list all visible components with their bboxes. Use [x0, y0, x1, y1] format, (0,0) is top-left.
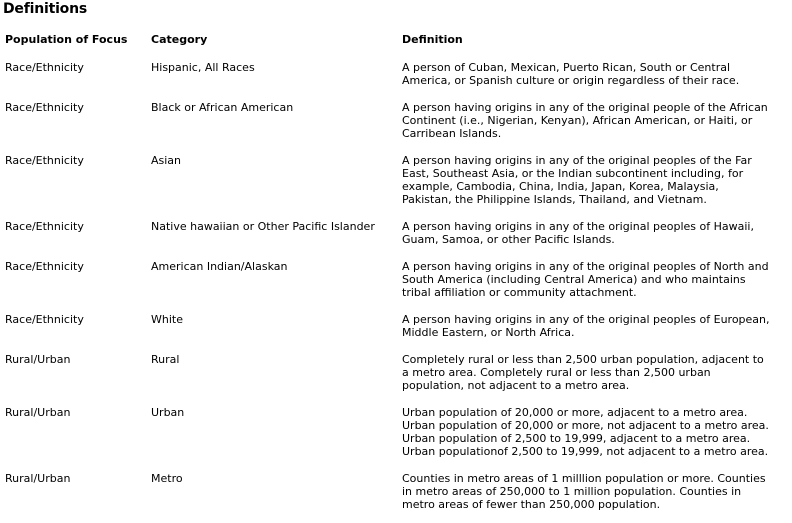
category-cell: Metro [151, 472, 183, 485]
definition-line: A person having origins in any of the original peoples of North and [402, 260, 769, 273]
definition-line: America, or Spanish culture or origin regardless of their race. [402, 74, 740, 87]
header-category: Category [151, 33, 208, 46]
population-cell: Rural/Urban [5, 406, 71, 419]
header-definition: Definition [402, 33, 463, 46]
definition-line: Urban populationof 2,500 to 19,999, not adjacent to a metro area. [402, 445, 769, 458]
population-cell: Race/Ethnicity [5, 260, 84, 273]
table-header-row [2, 28, 790, 54]
definition-cell [399, 346, 790, 399]
definition-line: East, Southeast Asia, or the Indian subcontinent including, for [402, 167, 744, 180]
definition-line: Completely rural or less than 2,500 urban population, adjacent to [402, 353, 764, 366]
definition-line: metro areas of fewer than 250,000 population. [402, 498, 661, 511]
definition-cell [399, 253, 790, 306]
definition-line: South America (including Central America) and who maintains [402, 273, 746, 286]
category-cell: Black or African American [151, 101, 294, 114]
definition-line: A person having origins in any of the original peoples of Hawaii, [402, 220, 754, 233]
definition-line: Guam, Samoa, or other Pacific Islands. [402, 233, 615, 246]
definition-line: example, Cambodia, China, India, Japan, Korea, Malaysia, [402, 180, 719, 193]
category-cell: White [151, 313, 183, 326]
category-cell: Hispanic, All Races [151, 61, 255, 74]
population-cell: Rural/Urban [5, 353, 71, 366]
definition-cell [399, 399, 790, 465]
definition-line: A person having origins in any of the original peoples of the Far [402, 154, 752, 167]
definition-cell [399, 147, 790, 213]
definition-line: A person of Cuban, Mexican, Puerto Rican, South or Central [402, 61, 731, 74]
definition-line: Pakistan, the Philippine Islands, Thailand, and Vietnam. [402, 193, 707, 206]
definition-cell [399, 213, 790, 253]
definition-line: Carribean Islands. [402, 127, 502, 140]
category-cell: Urban [151, 406, 185, 419]
table-row [2, 306, 790, 346]
definition-line: Urban population of 20,000 or more, adjacent to a metro area. [402, 406, 748, 419]
definition-line: in metro areas of 250,000 to 1 million population. Counties in [402, 485, 742, 498]
page-title: Definitions [3, 1, 87, 17]
definition-line: tribal affiliation or community attachment. [402, 286, 637, 299]
category-cell: Asian [151, 154, 182, 167]
definition-line: Continent (i.e., Nigerian, Kenyan), African American, or Haiti, or [402, 114, 753, 127]
population-cell: Rural/Urban [5, 472, 71, 485]
table-row [2, 54, 790, 94]
definitions-table [2, 28, 790, 518]
category-cell: American Indian/Alaskan [151, 260, 288, 273]
definition-cell [399, 306, 790, 346]
definition-line: Urban population of 2,500 to 19,999, adjacent to a metro area. [402, 432, 751, 445]
category-cell: Rural [151, 353, 180, 366]
population-cell: Race/Ethnicity [5, 101, 84, 114]
definition-cell [399, 94, 790, 147]
population-cell: Race/Ethnicity [5, 220, 84, 233]
population-cell: Race/Ethnicity [5, 154, 84, 167]
header-population-of-focus: Population of Focus [5, 33, 128, 46]
definition-cell [399, 465, 790, 518]
table-row [2, 253, 790, 306]
table-row [2, 213, 790, 253]
table-row [2, 399, 790, 465]
table-row [2, 147, 790, 213]
definition-line: A person having origins in any of the original people of the African [402, 101, 768, 114]
table-row [2, 94, 790, 147]
table-row [2, 346, 790, 399]
definition-line: Urban population of 20,000 or more, not adjacent to a metro area. [402, 419, 769, 432]
table-row [2, 465, 790, 518]
population-cell: Race/Ethnicity [5, 313, 84, 326]
definition-line: a metro area. Completely rural or less than 2,500 urban [402, 366, 711, 379]
category-cell: Native hawaiian or Other Pacific Islander [151, 220, 375, 233]
definition-line: A person having origins in any of the original peoples of European, [402, 313, 770, 326]
population-cell: Race/Ethnicity [5, 61, 84, 74]
definition-line: Middle Eastern, or North Africa. [402, 326, 575, 339]
table-body [2, 54, 790, 518]
definition-cell [399, 54, 790, 94]
definition-line: population, not adjacent to a metro area. [402, 379, 630, 392]
definition-line: Counties in metro areas of 1 milllion population or more. Counties [402, 472, 766, 485]
